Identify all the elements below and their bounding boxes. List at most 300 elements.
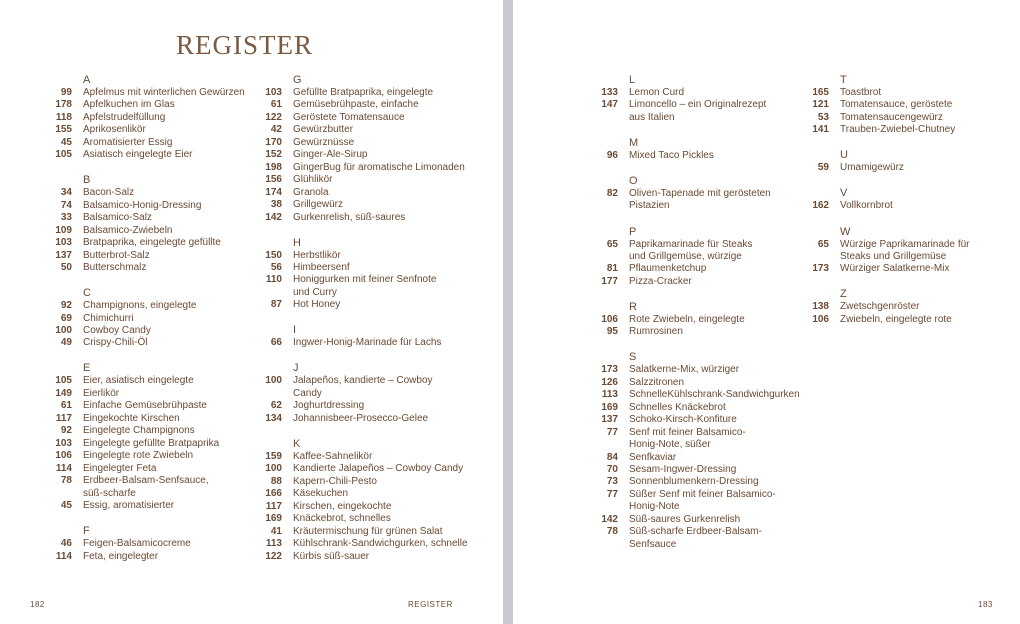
page-reference: 100 xyxy=(265,463,282,475)
entry-text xyxy=(293,476,377,488)
section-letter: W xyxy=(840,225,851,238)
section-letter: B xyxy=(83,174,91,187)
entry-line: Käsekuchen xyxy=(293,488,349,500)
index-entry xyxy=(594,389,800,401)
index-entry xyxy=(594,427,800,452)
entry-line: aus Italien xyxy=(629,111,675,123)
index-entry xyxy=(594,464,800,476)
entry-text xyxy=(293,87,433,99)
index-section xyxy=(805,74,970,137)
entry-line: Butterbrot-Salz xyxy=(83,249,150,261)
index-entry xyxy=(805,263,970,275)
entry-line: Toastbrot xyxy=(840,87,882,98)
index-section xyxy=(258,74,468,224)
page-reference: 155 xyxy=(55,124,72,136)
page-reference: 88 xyxy=(270,475,282,487)
page-reference: 114 xyxy=(55,550,72,562)
entry-line: Pizza-Cracker xyxy=(629,275,692,287)
index-entry xyxy=(805,314,970,326)
entry-line: Knäckebrot, schnelles xyxy=(293,513,391,525)
page-reference: 109 xyxy=(55,224,72,236)
page-reference: 106 xyxy=(812,313,829,325)
entry-line: Salzzitronen xyxy=(629,376,685,388)
index-section xyxy=(594,137,800,162)
page-reference: 73 xyxy=(606,476,618,488)
entry-line: Kühlschrank-Sandwichgurken, schnelle xyxy=(293,538,468,550)
entry-text xyxy=(83,137,172,149)
index-entry xyxy=(594,150,800,162)
entry-text xyxy=(629,326,683,338)
index-entry xyxy=(258,124,468,136)
page-reference: 106 xyxy=(601,313,618,325)
index-entry xyxy=(258,375,468,400)
page-reference: 103 xyxy=(55,237,72,249)
page-reference: 78 xyxy=(606,526,618,538)
index-entry xyxy=(258,99,468,111)
entry-line: Senf mit feiner Balsamico- xyxy=(629,426,746,438)
page-reference: 77 xyxy=(606,488,618,500)
section-letter: Z xyxy=(840,288,847,301)
index-entry xyxy=(594,188,800,213)
page-reference: 141 xyxy=(812,124,829,136)
page-reference: 198 xyxy=(265,161,282,173)
index-section xyxy=(48,362,245,512)
page-reference: 166 xyxy=(265,488,282,500)
page-reference: 65 xyxy=(606,238,618,250)
page-reference: 42 xyxy=(270,124,282,136)
entry-text xyxy=(293,451,372,463)
index-entry xyxy=(258,250,468,262)
entry-line: Grillgewürz xyxy=(293,199,344,211)
entry-text xyxy=(629,99,766,124)
index-entry xyxy=(594,263,800,275)
entry-text xyxy=(293,538,468,550)
entry-line: Balsamico-Honig-Dressing xyxy=(83,199,202,211)
entry-line: Gewürzbutter xyxy=(293,124,354,136)
entry-line: Süßer Senf mit feiner Balsamico- xyxy=(629,488,776,500)
index-entry xyxy=(805,124,970,136)
entry-line: Vollkornbrot xyxy=(840,200,893,212)
page-reference: 152 xyxy=(265,149,282,161)
entry-text xyxy=(629,276,692,288)
index-entry xyxy=(805,87,970,99)
entry-line: Rote Zwiebeln, eingelegte xyxy=(629,313,745,325)
entry-line: Gefüllte Bratpaprika, eingelegte xyxy=(293,87,434,98)
index-entry xyxy=(48,87,245,99)
page-reference: 84 xyxy=(606,451,618,463)
entry-text xyxy=(293,212,405,224)
entry-text xyxy=(840,162,904,174)
entry-text xyxy=(629,87,684,99)
page-reference: 53 xyxy=(817,111,829,123)
page-reference: 113 xyxy=(265,538,282,550)
page-reference: 34 xyxy=(60,187,72,199)
index-column-3 xyxy=(594,74,800,564)
entry-line: Apfelmus mit winterlichen Gewürzen xyxy=(83,87,245,98)
page-reference: 147 xyxy=(601,99,618,111)
page-reference: 170 xyxy=(265,136,282,148)
index-section xyxy=(594,74,800,124)
entry-line: Granola xyxy=(293,186,329,198)
entry-text xyxy=(83,425,195,437)
index-entry xyxy=(258,187,468,199)
entry-text xyxy=(629,489,776,514)
entry-text xyxy=(629,150,714,162)
page-reference: 169 xyxy=(601,401,618,413)
index-entry xyxy=(48,425,245,437)
page-reference: 59 xyxy=(817,162,829,174)
page-reference: 149 xyxy=(55,387,72,399)
entry-line: Honiggurken mit feiner Senfnote xyxy=(293,274,437,286)
entry-line: GingerBug für aromatische Limonaden xyxy=(293,161,465,173)
entry-text xyxy=(293,124,353,136)
entry-line: Erdbeer-Balsam-Senfsauce, xyxy=(83,475,209,487)
entry-line: Johannisbeer-Prosecco-Gelee xyxy=(293,412,429,424)
entry-line: Kürbis süß-sauer xyxy=(293,550,370,562)
entry-text xyxy=(840,99,952,111)
section-letter: G xyxy=(293,74,302,86)
entry-line: Salatkerne-Mix, würziger xyxy=(629,364,740,376)
index-entry xyxy=(805,239,970,264)
entry-line: Gewürznüsse xyxy=(293,136,355,148)
entry-line: Asiatisch eingelegte Eier xyxy=(83,149,193,161)
index-entry xyxy=(48,388,245,400)
index-entry xyxy=(258,299,468,311)
entry-line: und Curry xyxy=(293,286,337,298)
index-section xyxy=(805,226,970,276)
page-title: REGISTER xyxy=(176,30,314,60)
entry-text xyxy=(83,262,146,274)
page-reference: 82 xyxy=(606,188,618,199)
entry-text xyxy=(83,225,172,237)
index-entry xyxy=(48,124,245,136)
entry-text xyxy=(293,199,343,211)
entry-line: Senfkaviar xyxy=(629,451,677,463)
page-number-right: 183 xyxy=(978,600,993,609)
entry-line: Schoko-Kirsch-Konfiture xyxy=(629,414,737,426)
page-reference: 169 xyxy=(265,513,282,525)
entry-text xyxy=(83,325,151,337)
entry-text xyxy=(83,124,146,136)
index-entry xyxy=(258,149,468,161)
entry-line: Kandierte Jalapeños – Cowboy Candy xyxy=(293,463,464,475)
entry-line: Chimichurri xyxy=(83,312,134,324)
index-section xyxy=(48,287,245,350)
index-entry xyxy=(48,551,245,563)
entry-line: Pflaumenketchup xyxy=(629,263,707,275)
entry-line: Gemüsebrühpaste, einfache xyxy=(293,99,419,111)
section-letter: O xyxy=(629,175,638,187)
entry-text xyxy=(293,526,443,538)
index-entry xyxy=(48,149,245,161)
index-section xyxy=(258,362,468,425)
entry-line: Bratpaprika, eingelegte gefüllte xyxy=(83,237,221,249)
page-reference: 137 xyxy=(601,414,618,426)
entry-line: Würziger Salatkerne-Mix xyxy=(840,263,950,275)
page-reference: 142 xyxy=(265,211,282,223)
index-entry xyxy=(48,137,245,149)
page-reference: 110 xyxy=(265,274,282,286)
page-reference: 126 xyxy=(601,376,618,388)
index-entry xyxy=(594,402,800,414)
page-reference: 95 xyxy=(606,326,618,338)
entry-text xyxy=(293,187,329,199)
entry-text xyxy=(293,149,367,161)
entry-text xyxy=(293,250,341,262)
index-entry xyxy=(48,225,245,237)
entry-text xyxy=(840,87,881,99)
entry-text xyxy=(83,413,180,425)
index-column-1 xyxy=(48,74,245,576)
index-entry xyxy=(48,200,245,212)
page-reference: 92 xyxy=(60,300,72,312)
index-entry xyxy=(48,450,245,462)
section-letter: S xyxy=(629,351,637,364)
entry-line: Feta, eingelegter xyxy=(83,550,159,562)
entry-line: Sesam-Ingwer-Dressing xyxy=(629,464,737,476)
entry-text xyxy=(83,551,158,563)
entry-line: Champignons, eingelegte xyxy=(83,300,197,312)
index-entry xyxy=(258,538,468,550)
entry-text xyxy=(293,262,350,274)
index-entry xyxy=(805,200,970,212)
page-reference: 33 xyxy=(60,212,72,224)
entry-text xyxy=(629,377,684,389)
index-entry xyxy=(48,538,245,550)
page-reference: 81 xyxy=(606,263,618,275)
page-reference: 96 xyxy=(606,149,618,161)
entry-line: Kräutermischung für grünen Salat xyxy=(293,525,443,537)
page-reference: 100 xyxy=(55,324,72,336)
entry-text xyxy=(840,314,952,326)
index-entry xyxy=(48,337,245,349)
entry-line: Eingelegte rote Zwiebeln xyxy=(83,450,194,462)
entry-line: Tomatensaucengewürz xyxy=(840,111,943,123)
index-entry xyxy=(48,400,245,412)
page-reference: 177 xyxy=(601,275,618,287)
entry-line: Balsamico-Salz xyxy=(83,212,152,224)
entry-line: Süß-scharfe Erdbeer-Balsam- xyxy=(629,526,762,538)
index-entry xyxy=(48,500,245,512)
entry-line: Herbstlikör xyxy=(293,249,341,261)
page-reference: 45 xyxy=(60,136,72,148)
page-reference: 50 xyxy=(60,262,72,274)
entry-text xyxy=(293,162,465,174)
section-letter: K xyxy=(293,437,301,450)
book-gutter xyxy=(503,0,513,624)
index-entry xyxy=(258,451,468,463)
entry-line: Gurkenrelish, süß-saures xyxy=(293,211,406,223)
entry-line: Aprikosenlikör xyxy=(83,124,146,136)
index-section xyxy=(48,174,245,274)
section-letter: F xyxy=(83,525,90,538)
index-entry xyxy=(48,300,245,312)
entry-text xyxy=(83,112,165,124)
entry-line: Würzige Paprikamarinade für xyxy=(840,238,970,250)
page-reference: 150 xyxy=(265,249,282,261)
entry-line: und Grillgemüse, würzige xyxy=(629,250,742,262)
entry-text xyxy=(629,514,740,526)
entry-text xyxy=(83,500,174,512)
index-section xyxy=(594,226,800,289)
entry-line: Mixed Taco Pickles xyxy=(629,149,714,161)
entry-line: Kaffee-Sahnelikör xyxy=(293,450,373,462)
entry-line: Jalapeños, kandierte – Cowboy xyxy=(293,375,433,387)
entry-line: Joghurtdressing xyxy=(293,400,365,412)
index-entry xyxy=(258,526,468,538)
entry-line: Eingelegte gefüllte Bratpaprika xyxy=(83,437,220,449)
entry-text xyxy=(293,513,391,525)
section-letter: R xyxy=(629,300,637,313)
entry-line: Eierlikör xyxy=(83,387,120,399)
entry-text xyxy=(840,239,970,264)
entry-line: Oliven-Tapenade mit gerösteten xyxy=(629,188,771,199)
index-entry xyxy=(48,325,245,337)
entry-text xyxy=(83,300,196,312)
entry-line: Eier, asiatisch eingelegte xyxy=(83,375,194,387)
entry-line: Bacon-Salz xyxy=(83,187,135,199)
entry-text xyxy=(629,402,726,414)
page-reference: 46 xyxy=(60,538,72,550)
section-letter: A xyxy=(83,74,91,86)
entry-text xyxy=(629,526,762,551)
entry-line: Apfelkuchen im Glas xyxy=(83,99,175,111)
entry-text xyxy=(83,450,193,462)
index-section xyxy=(48,74,245,162)
page-reference: 61 xyxy=(60,400,72,412)
index-section xyxy=(594,175,800,213)
entry-text xyxy=(83,87,245,99)
page-reference: 103 xyxy=(265,87,282,98)
entry-line: Zwiebeln, eingelegte rote xyxy=(840,313,952,325)
section-letter: E xyxy=(83,362,91,375)
page-reference: 133 xyxy=(601,87,618,98)
page-reference: 142 xyxy=(601,513,618,525)
index-section xyxy=(805,149,970,174)
index-entry xyxy=(48,250,245,262)
page-reference: 121 xyxy=(812,99,829,111)
entry-line: Eingelegte Champignons xyxy=(83,425,195,437)
index-entry xyxy=(258,274,468,299)
index-section xyxy=(805,288,970,326)
entry-line: Eingekochte Kirschen xyxy=(83,412,180,424)
entry-text xyxy=(83,187,134,199)
entry-text xyxy=(629,364,739,376)
index-entry xyxy=(594,377,800,389)
page-reference: 134 xyxy=(265,412,282,424)
entry-text xyxy=(83,438,219,450)
page-reference: 77 xyxy=(606,426,618,438)
page-reference: 105 xyxy=(55,375,72,387)
entry-text xyxy=(629,239,752,264)
index-entry xyxy=(594,476,800,488)
entry-line: Senfsauce xyxy=(629,538,677,550)
index-entry xyxy=(48,99,245,111)
index-entry xyxy=(805,301,970,313)
index-entry xyxy=(258,337,468,349)
page-reference: 61 xyxy=(270,99,282,111)
entry-line: Essig, aromatisierter xyxy=(83,500,175,512)
page-reference: 70 xyxy=(606,464,618,476)
index-section xyxy=(258,438,468,563)
index-section xyxy=(258,237,468,312)
page-reference: 99 xyxy=(60,87,72,98)
index-entry xyxy=(48,237,245,249)
entry-text xyxy=(629,464,736,476)
section-letter: M xyxy=(629,136,639,149)
page-reference: 173 xyxy=(601,364,618,376)
index-entry xyxy=(258,551,468,563)
index-entry xyxy=(48,187,245,199)
entry-text xyxy=(293,463,463,475)
index-entry xyxy=(48,313,245,325)
entry-text xyxy=(293,299,340,311)
entry-text xyxy=(83,212,152,224)
index-entry xyxy=(805,99,970,111)
entry-text xyxy=(629,414,737,426)
running-header: REGISTER xyxy=(408,600,453,609)
index-entry xyxy=(594,489,800,514)
entry-text xyxy=(629,188,771,213)
entry-text xyxy=(293,337,441,349)
entry-line: Kirschen, eingekochte xyxy=(293,500,392,512)
entry-text xyxy=(629,263,706,275)
page-reference: 74 xyxy=(60,199,72,211)
index-entry xyxy=(48,112,245,124)
entry-text xyxy=(293,501,391,513)
index-entry xyxy=(48,463,245,475)
index-entry xyxy=(258,262,468,274)
index-column-2 xyxy=(258,74,468,576)
entry-line: Limoncello – ein Originalrezept xyxy=(629,99,767,111)
index-entry xyxy=(594,239,800,264)
index-entry xyxy=(594,414,800,426)
entry-text xyxy=(293,174,332,186)
index-entry xyxy=(258,112,468,124)
page-number-left: 182 xyxy=(30,600,45,609)
index-entry xyxy=(258,413,468,425)
section-letter: P xyxy=(629,225,637,238)
entry-line: Feigen-Balsamicocreme xyxy=(83,538,191,550)
entry-text xyxy=(840,112,943,124)
page-reference: 137 xyxy=(55,249,72,261)
entry-line: Honig-Note, süßer xyxy=(629,439,711,451)
index-entry xyxy=(48,262,245,274)
entry-line: Balsamico-Zwiebeln xyxy=(83,224,173,236)
index-section xyxy=(258,324,468,349)
page-reference: 159 xyxy=(265,450,282,462)
entry-text xyxy=(83,475,209,500)
entry-text xyxy=(629,314,745,326)
index-section xyxy=(594,301,800,339)
page-reference: 41 xyxy=(270,525,282,537)
page-reference: 69 xyxy=(60,312,72,324)
entry-text xyxy=(83,538,191,550)
entry-text xyxy=(293,413,428,425)
entry-text xyxy=(293,274,436,299)
entry-text xyxy=(293,375,433,400)
entry-text xyxy=(293,400,364,412)
entry-text xyxy=(629,452,676,464)
page-reference: 100 xyxy=(265,375,282,387)
index-entry xyxy=(594,326,800,338)
entry-line: Zwetschgenröster xyxy=(840,301,920,313)
entry-line: Ginger-Ale-Sirup xyxy=(293,149,368,161)
entry-text xyxy=(293,99,419,111)
entry-line: Butterschmalz xyxy=(83,262,147,274)
index-entry xyxy=(258,463,468,475)
page-reference: 138 xyxy=(812,301,829,313)
